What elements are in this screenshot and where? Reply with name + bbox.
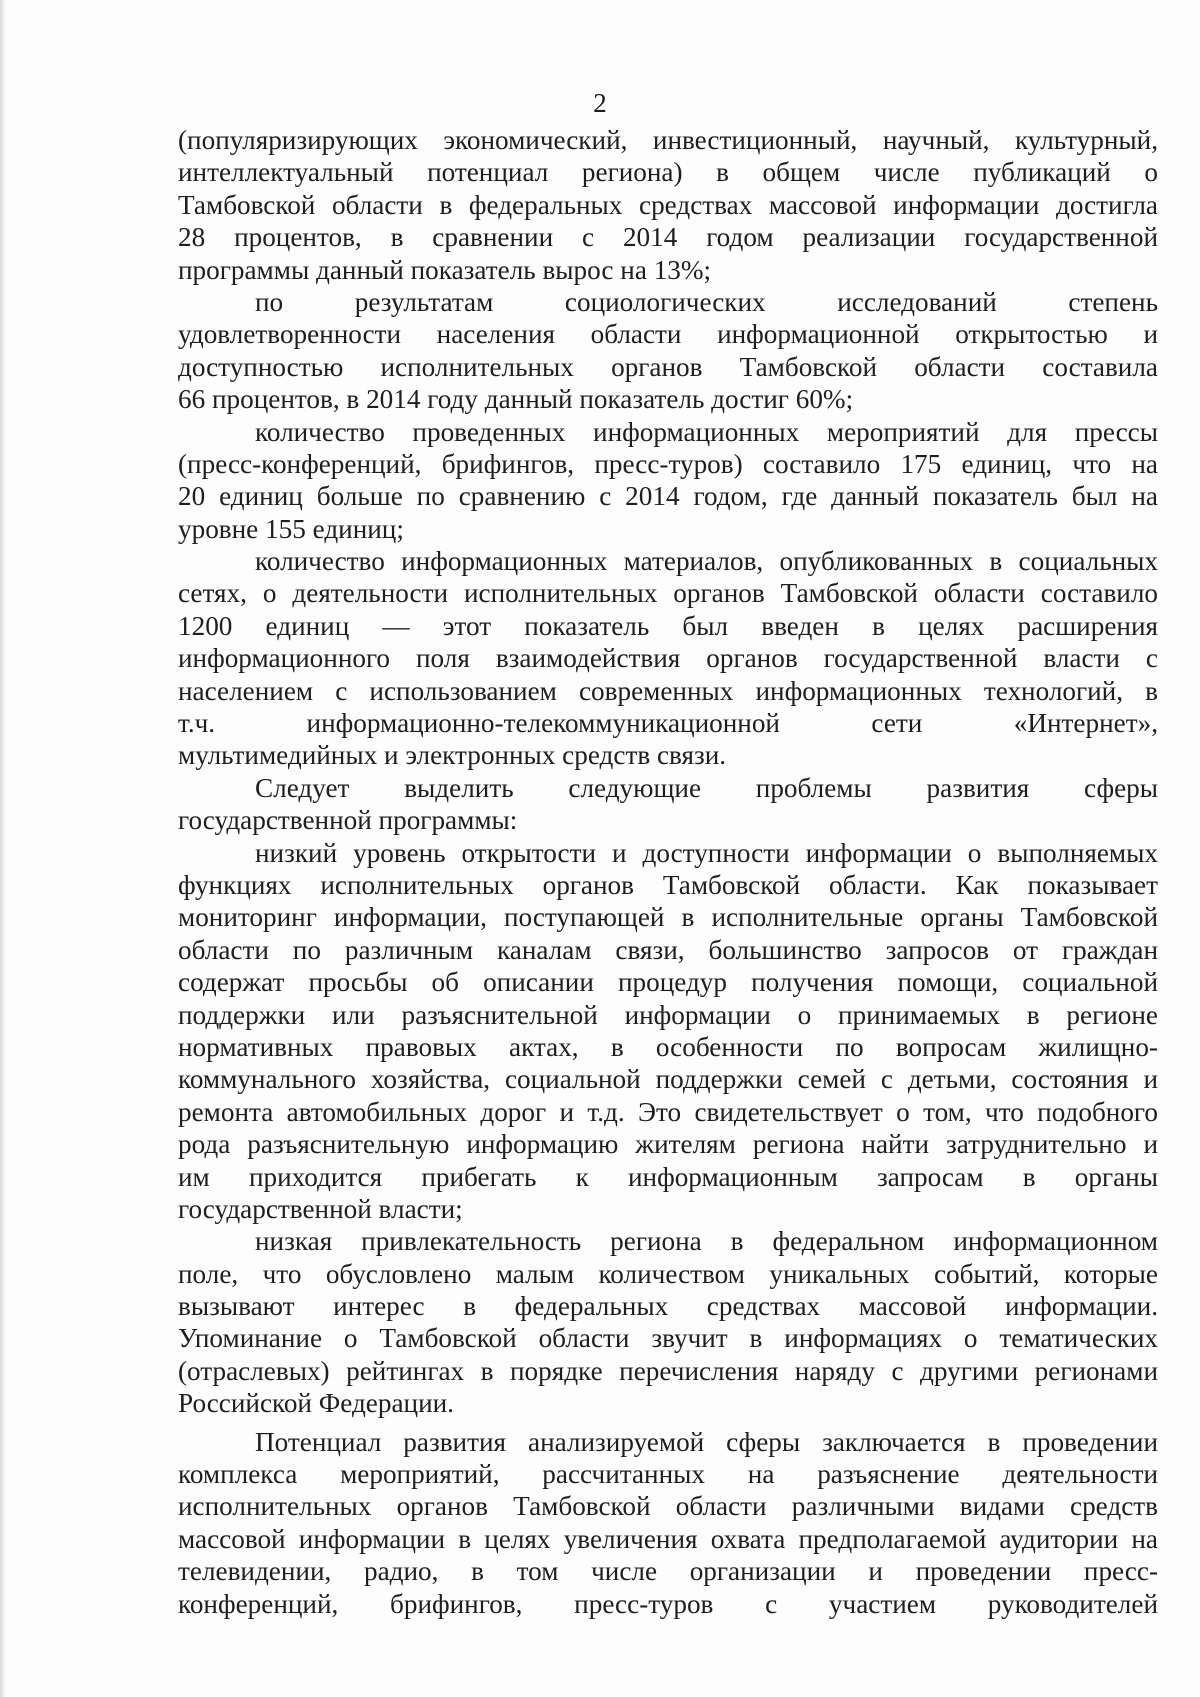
text-line: (пресс-конференций, брифингов, пресс-туров) составило 175 единиц, что на [178,448,1158,479]
text-line: телевидении, радио, в том числе организации и проведении пресс- [178,1556,1158,1587]
text-line: нормативных правовых актах, в особенности по вопросам жилищно- [178,1031,1158,1062]
paragraph [178,1426,1158,1620]
text-line: количество информационных материалов, опубликованных в социальных [255,546,1158,577]
page-number: 2 [593,88,607,118]
text-line: коммунального хозяйства, социальной поддержки семей с детьми, состояния и [178,1064,1158,1095]
text-line: конференций, брифингов, пресс-туров с участием руководителей [178,1588,1158,1619]
text-line: 28 процентов, в сравнении с 2014 годом реализации государственной [178,222,1158,253]
text-line: интеллектуальный потенциал региона) в общем числе публикаций о [178,157,1158,188]
text-line: населением с использованием современных информационных технологий, в [178,675,1158,706]
text-line: 66 процентов, в 2014 году данный показатель достиг 60%; [178,384,854,415]
paragraph [178,416,1158,546]
text-line: удовлетворенности населения области информационной открытостью и [178,319,1158,350]
text-line: 20 единиц больше по сравнению с 2014 годом, где данный показатель был на [178,481,1158,512]
text-line: рода разъяснительную информацию жителям региона найти затруднительно и [178,1129,1158,1160]
document-body [178,124,1158,1620]
text-line: Российской Федерации. [178,1388,454,1419]
text-line: мультимедийных и электронных средств связи. [178,740,727,771]
text-line: (отраслевых) рейтингах в порядке перечисления наряду с другими регионами [178,1355,1158,1386]
paragraph [178,772,1158,837]
text-line: массовой информации в целях увеличения охвата предполагаемой аудитории на [178,1523,1158,1554]
paragraph [178,1225,1158,1419]
scan-edge-shadow [0,0,6,1697]
text-line: функциях исполнительных органов Тамбовской области. Как показывает [178,869,1158,900]
text-line: Потенциал развития анализируемой сферы заключается в проведении [255,1426,1158,1457]
text-line: государственной программы: [178,805,518,836]
text-line: области по различным каналам связи, большинство запросов от граждан [178,934,1158,965]
text-line: Следует выделить следующие проблемы развития сферы [255,772,1158,803]
text-line: по результатам социологических исследований степень [255,286,1158,317]
text-line: ремонта автомобильных дорог и т.д. Это свидетельствует о том, что подобного [178,1096,1158,1127]
text-line: поле, что обусловлено малым количеством уникальных событий, которые [178,1258,1158,1289]
text-line: содержат просьбы об описании процедур получения помощи, социальной [178,967,1158,998]
text-line: Упоминание о Тамбовской области звучит в информациях о тематических [178,1323,1158,1354]
text-line: поддержки или разъяснительной информации о принимаемых в регионе [178,999,1158,1030]
text-line: т.ч. информационно-телекоммуникационной сети «Интернет», [178,708,1158,739]
text-line: Тамбовской области в федеральных средствах массовой информации достигла [178,189,1158,220]
text-line: доступностью исполнительных органов Тамбовской области составила [178,351,1158,382]
text-line: уровне 155 единиц; [178,513,404,544]
text-line: сетях, о деятельности исполнительных органов Тамбовской области составило [178,578,1158,609]
paragraph [178,837,1158,1226]
text-line: информационного поля взаимодействия органов государственной власти с [178,643,1158,674]
text-line: (популяризирующих экономический, инвестиционный, научный, культурный, [178,125,1158,155]
text-line: им приходится прибегать к информационным запросам в органы [178,1161,1158,1192]
text-line: количество проведенных информационных мероприятий для прессы [255,416,1158,447]
text-line: вызывают интерес в федеральных средствах массовой информации. [178,1291,1158,1322]
text-line: низкий уровень открытости и доступности информации о выполняемых [255,837,1158,868]
paragraph [178,286,1158,416]
text-line: 1200 единиц — этот показатель был введен в целях расширения [178,610,1158,641]
paragraph [178,124,1158,286]
text-line: программы данный показатель вырос на 13%; [178,254,712,285]
text-line: мониторинг информации, поступающей в исполнительные органы Тамбовской [178,902,1158,933]
text-line: низкая привлекательность региона в федеральном информационном [255,1226,1158,1257]
text-line: государственной власти; [178,1193,463,1224]
paragraph [178,545,1158,772]
text-line: комплекса мероприятий, рассчитанных на разъяснение деятельности [178,1459,1158,1490]
text-line: исполнительных органов Тамбовской области различными видами средств [178,1491,1158,1522]
